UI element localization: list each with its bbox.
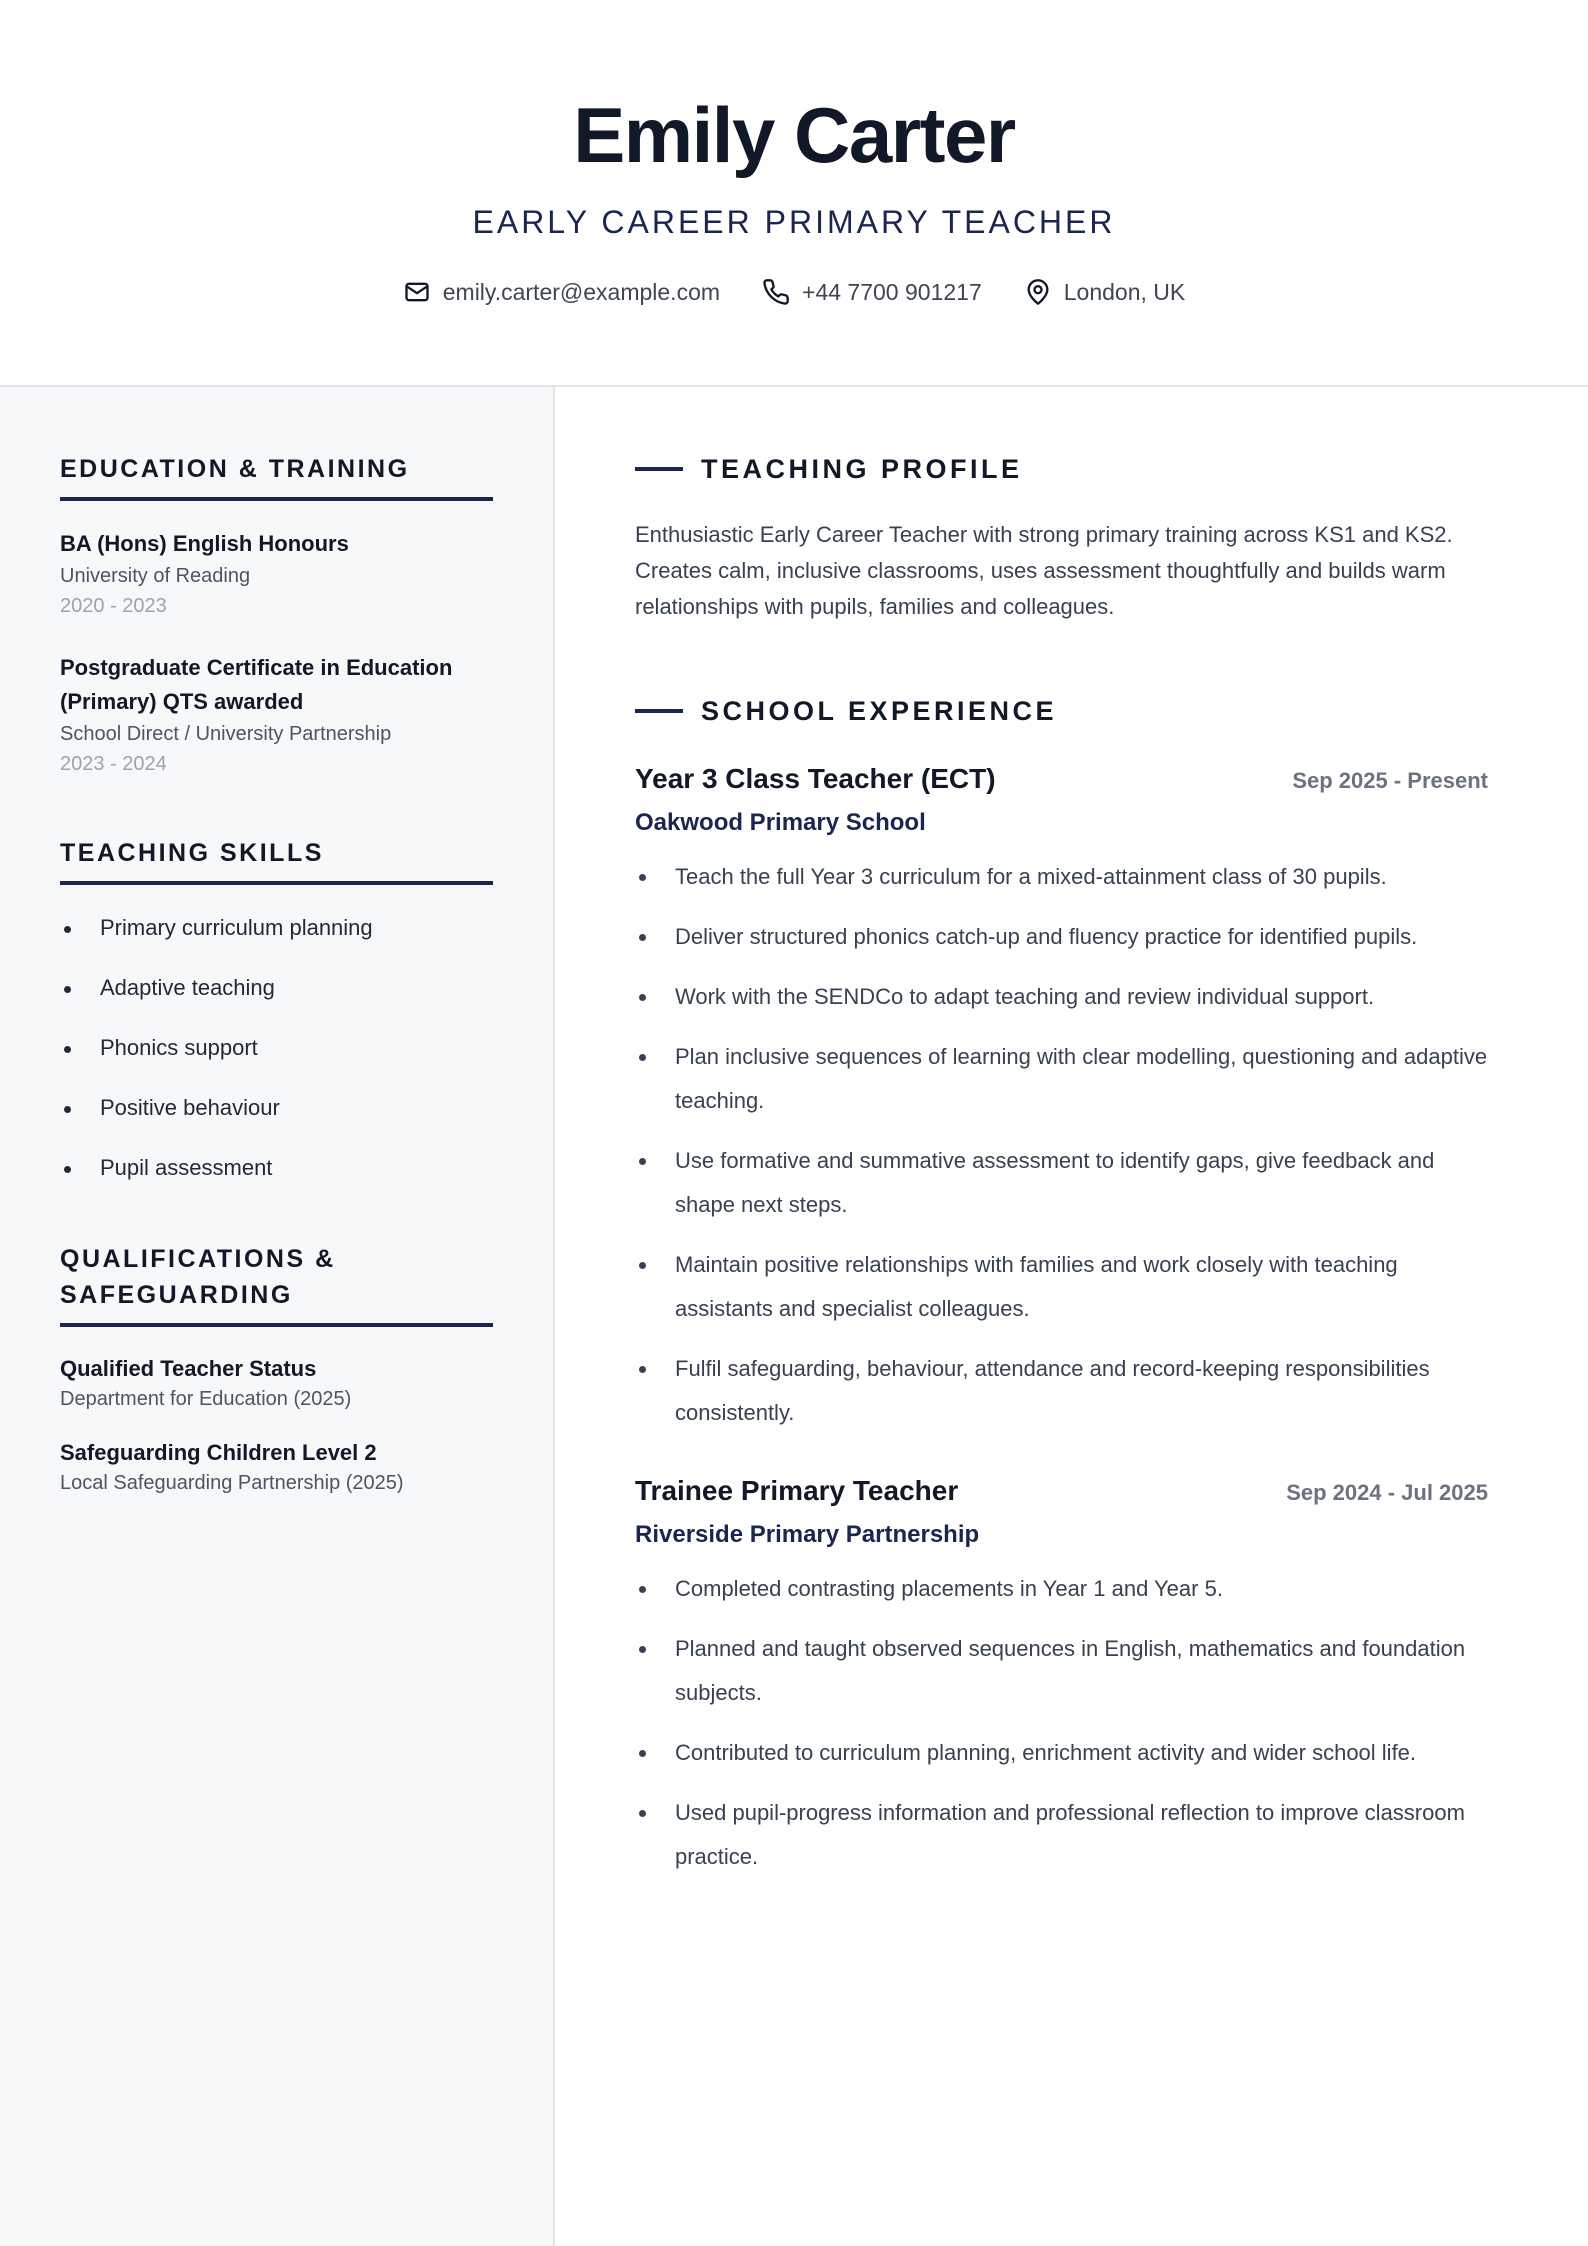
email-text: emily.carter@example.com bbox=[442, 278, 721, 305]
job-header bbox=[635, 1471, 1488, 1511]
skill-item: Phonics support bbox=[60, 1031, 493, 1065]
job-bullet: Use formative and summative assessment to identify gaps, give feedback and shape next steps. bbox=[635, 1139, 1488, 1227]
qualification-detail: Department for Education (2025) bbox=[60, 1388, 352, 1410]
contact-phone[interactable] bbox=[762, 278, 982, 306]
candidate-title: EARLY CAREER PRIMARY TEACHER bbox=[472, 204, 1116, 240]
institution-name: University of Reading bbox=[60, 565, 251, 587]
contact-location bbox=[1024, 278, 1185, 306]
job-bullet: Planned and taught observed sequences in English, mathematics and foundation subjects. bbox=[635, 1627, 1488, 1715]
education-section bbox=[60, 451, 493, 779]
map-pin-icon bbox=[1024, 278, 1052, 306]
education-item bbox=[60, 651, 493, 779]
degree-name: BA (Hons) English Honours bbox=[60, 531, 349, 556]
qualification-item bbox=[60, 1437, 493, 1497]
degree-name: Postgraduate Certificate in Education (Primary) QTS awarded bbox=[60, 655, 453, 714]
heading-rule bbox=[635, 709, 683, 713]
education-item bbox=[60, 527, 493, 621]
skills-heading: TEACHING SKILLS bbox=[60, 835, 493, 885]
sidebar bbox=[0, 387, 555, 2246]
education-years: 2020 - 2023 bbox=[60, 595, 167, 617]
qualification-item bbox=[60, 1353, 493, 1413]
skills-list bbox=[60, 911, 493, 1185]
location-text: London, UK bbox=[1063, 278, 1186, 305]
qualifications-heading: QUALIFICATIONS & SAFEGUARDING bbox=[60, 1241, 493, 1327]
qualification-detail: Local Safeguarding Partnership (2025) bbox=[60, 1472, 404, 1494]
experience-section bbox=[635, 693, 1488, 1879]
skill-item: Positive behaviour bbox=[60, 1091, 493, 1125]
qualification-name: Safeguarding Children Level 2 bbox=[60, 1440, 377, 1465]
contact-email[interactable] bbox=[403, 278, 720, 306]
job-title: Trainee Primary Teacher bbox=[635, 1475, 959, 1506]
job-school: Oakwood Primary School bbox=[635, 809, 926, 836]
education-heading: EDUCATION & TRAINING bbox=[60, 451, 493, 501]
job-dates: Sep 2025 - Present bbox=[1292, 768, 1488, 793]
qualification-name: Qualified Teacher Status bbox=[60, 1356, 317, 1381]
skills-section bbox=[60, 835, 493, 1185]
job-bullet: Fulfil safeguarding, behaviour, attendance and record-keeping responsibilities consistently. bbox=[635, 1347, 1488, 1435]
job-bullets bbox=[635, 1567, 1488, 1879]
heading-rule bbox=[635, 467, 683, 471]
education-years: 2023 - 2024 bbox=[60, 753, 167, 775]
mail-icon bbox=[403, 278, 431, 306]
profile-section bbox=[635, 451, 1488, 625]
phone-icon bbox=[762, 278, 790, 306]
resume-header bbox=[0, 0, 1588, 387]
experience-heading-text: SCHOOL EXPERIENCE bbox=[701, 696, 1058, 726]
resume-body bbox=[0, 387, 1588, 2246]
job-school: Riverside Primary Partnership bbox=[635, 1521, 980, 1548]
institution-name: School Direct / University Partnership bbox=[60, 723, 392, 745]
job-bullet: Work with the SENDCo to adapt teaching and review individual support. bbox=[635, 975, 1488, 1019]
job-header bbox=[635, 759, 1488, 799]
profile-heading bbox=[635, 451, 1488, 487]
job-dates: Sep 2024 - Jul 2025 bbox=[1286, 1480, 1488, 1505]
skill-item: Primary curriculum planning bbox=[60, 911, 493, 945]
skill-item: Pupil assessment bbox=[60, 1151, 493, 1185]
job-entry bbox=[635, 759, 1488, 1435]
job-entry bbox=[635, 1471, 1488, 1879]
job-bullets bbox=[635, 855, 1488, 1435]
job-bullet: Used pupil-progress information and professional reflection to improve classroom practice. bbox=[635, 1791, 1488, 1879]
profile-text: Enthusiastic Early Career Teacher with strong primary training across KS1 and KS2. Creates calm, inclusive classrooms, uses assessment thoughtfully and builds warm relationships with pupils, families and colleagues. bbox=[635, 522, 1453, 619]
job-bullet: Teach the full Year 3 curriculum for a mixed-attainment class of 30 pupils. bbox=[635, 855, 1488, 899]
contact-row bbox=[0, 278, 1588, 306]
qualifications-section bbox=[60, 1241, 493, 1497]
main-column bbox=[555, 387, 1588, 2246]
job-bullet: Maintain positive relationships with families and work closely with teaching assistants and specialist colleagues. bbox=[635, 1243, 1488, 1331]
experience-heading bbox=[635, 693, 1488, 729]
job-bullet: Deliver structured phonics catch-up and fluency practice for identified pupils. bbox=[635, 915, 1488, 959]
phone-text: +44 7700 901217 bbox=[802, 278, 982, 305]
job-bullet: Completed contrasting placements in Year 1 and Year 5. bbox=[635, 1567, 1488, 1611]
profile-heading-text: TEACHING PROFILE bbox=[701, 454, 1023, 484]
skill-item: Adaptive teaching bbox=[60, 971, 493, 1005]
job-title: Year 3 Class Teacher (ECT) bbox=[635, 763, 996, 794]
candidate-name: Emily Carter bbox=[573, 91, 1015, 179]
job-bullet: Plan inclusive sequences of learning with clear modelling, questioning and adaptive teaching. bbox=[635, 1035, 1488, 1123]
job-bullet: Contributed to curriculum planning, enrichment activity and wider school life. bbox=[635, 1731, 1488, 1775]
